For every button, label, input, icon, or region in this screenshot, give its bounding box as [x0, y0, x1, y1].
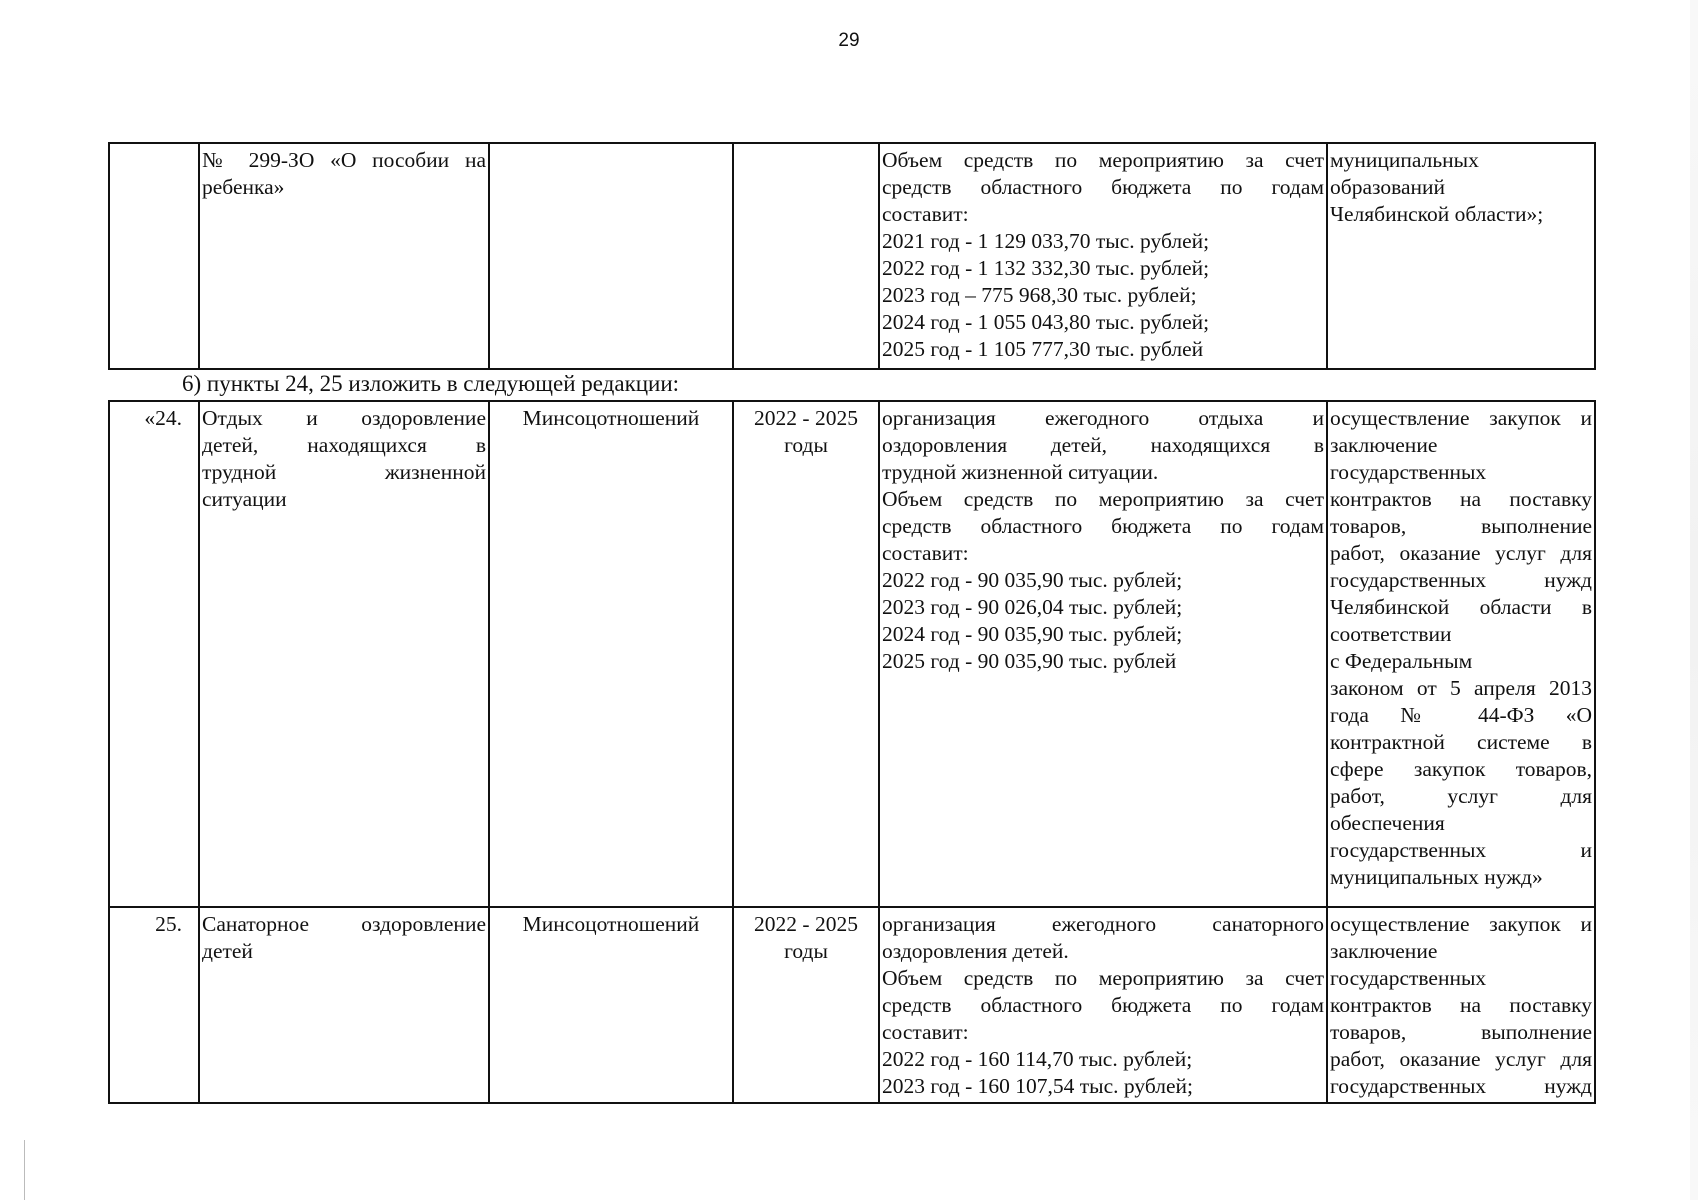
method-line: контрактов на поставку [1330, 993, 1592, 1017]
cell-name [199, 143, 489, 369]
method-line: заключение [1330, 939, 1438, 963]
name-line: детей [202, 939, 253, 963]
cell-description [879, 143, 1327, 369]
desc-line: составит: [882, 202, 969, 226]
table-items [108, 400, 1596, 1104]
cell-num: «24. [109, 401, 199, 907]
period-line: годы [784, 939, 828, 963]
method-line: государственных нужд [1330, 568, 1592, 592]
method-line: обеспечения [1330, 811, 1445, 835]
method-line: образований [1330, 175, 1446, 199]
method-line: Челябинской области»; [1330, 202, 1544, 226]
method-line: с Федеральным [1330, 649, 1473, 673]
cell-num: 25. [109, 907, 199, 1103]
period-line: годы [784, 433, 828, 457]
method-line: контрактов на поставку [1330, 487, 1592, 511]
method-line: законом от 5 апреля 2013 [1330, 676, 1592, 700]
method-line: муниципальных нужд» [1330, 865, 1543, 889]
cell-period [733, 401, 879, 907]
method-line: осуществление закупок и [1330, 912, 1592, 936]
method-line: муниципальных [1330, 148, 1479, 172]
desc-line: организация ежегодного санаторного [882, 912, 1324, 936]
method-line: года № 44-ФЗ «О [1330, 703, 1592, 727]
name-line: ребенка» [202, 175, 285, 199]
scan-margin-line [24, 1140, 25, 1200]
cell-method [1327, 143, 1595, 369]
name-line: детей, находящихся в [202, 433, 486, 457]
method-line: государственных и [1330, 838, 1592, 862]
desc-line: Объем средств по мероприятию за счет [882, 487, 1324, 511]
method-line: сфере закупок товаров, [1330, 757, 1592, 781]
desc-line: Объем средств по мероприятию за счет [882, 148, 1324, 172]
method-line: товаров, выполнение [1330, 1020, 1592, 1044]
method-line: Челябинской области в [1330, 595, 1592, 619]
method-line: государственных нужд [1330, 1074, 1592, 1098]
table-row [109, 143, 1595, 369]
cell-description [879, 907, 1327, 1103]
method-line: соответствии [1330, 622, 1452, 646]
cell-executor [489, 143, 733, 369]
amendment-heading: 6) пункты 24, 25 изложить в следующей редакции: [182, 371, 680, 396]
desc-line: средств областного бюджета по годам [882, 175, 1324, 199]
desc-line: 2021 год - 1 129 033,70 тыс. рублей; [882, 229, 1210, 253]
name-line: Санаторное оздоровление [202, 912, 486, 936]
cell-name [199, 401, 489, 907]
desc-line: средств областного бюджета по годам [882, 993, 1324, 1017]
name-line: трудной жизненной [202, 460, 486, 484]
desc-line: 2024 год - 1 055 043,80 тыс. рублей; [882, 310, 1210, 334]
table-row [109, 401, 1595, 907]
method-line: работ, услуг для [1330, 784, 1592, 808]
cell-description [879, 401, 1327, 907]
desc-line: оздоровления детей. [882, 939, 1069, 963]
cell-method [1327, 401, 1595, 907]
method-line: товаров, выполнение [1330, 514, 1592, 538]
method-line: контрактной системе в [1330, 730, 1592, 754]
desc-line: 2022 год - 160 114,70 тыс. рублей; [882, 1047, 1193, 1071]
method-line: работ, оказание услуг для [1330, 1047, 1592, 1071]
name-line: № 299-ЗО «О пособии на [202, 148, 486, 172]
desc-line: 2023 год - 90 026,04 тыс. рублей; [882, 595, 1183, 619]
desc-line: средств областного бюджета по годам [882, 514, 1324, 538]
desc-line: 2022 год - 90 035,90 тыс. рублей; [882, 568, 1183, 592]
cell-name [199, 907, 489, 1103]
method-line: государственных [1330, 460, 1487, 484]
desc-line: 2022 год - 1 132 332,30 тыс. рублей; [882, 256, 1210, 280]
cell-method [1327, 907, 1595, 1103]
period-line: 2022 - 2025 [754, 406, 858, 430]
desc-line: составит: [882, 541, 969, 565]
desc-line: составит: [882, 1020, 969, 1044]
cell-period [733, 907, 879, 1103]
method-line: заключение [1330, 433, 1438, 457]
cell-executor: Минсоцотношений [489, 907, 733, 1103]
desc-line: трудной жизненной ситуации. [882, 460, 1159, 484]
method-line: работ, оказание услуг для [1330, 541, 1592, 565]
desc-line: оздоровления детей, находящихся в [882, 433, 1324, 457]
cell-period [733, 143, 879, 369]
period-line: 2022 - 2025 [754, 912, 858, 936]
name-line: Отдых и оздоровление [202, 406, 486, 430]
table-row [109, 907, 1595, 1103]
cell-num [109, 143, 199, 369]
scan-edge-artifact [1690, 0, 1698, 1200]
method-line: осуществление закупок и [1330, 406, 1592, 430]
name-line: ситуации [202, 487, 287, 511]
method-line: государственных [1330, 966, 1487, 990]
desc-line: 2025 год - 90 035,90 тыс. рублей [882, 649, 1177, 673]
desc-line: 2023 год – 775 968,30 тыс. рублей; [882, 283, 1197, 307]
cell-executor: Минсоцотношений [489, 401, 733, 907]
page-number: 29 [838, 30, 860, 51]
desc-line: 2024 год - 90 035,90 тыс. рублей; [882, 622, 1183, 646]
desc-line: 2023 год - 160 107,54 тыс. рублей; [882, 1074, 1193, 1098]
table-continuation [108, 142, 1596, 370]
desc-line: 2025 год - 1 105 777,30 тыс. рублей [882, 337, 1204, 361]
desc-line: Объем средств по мероприятию за счет [882, 966, 1324, 990]
desc-line: организация ежегодного отдыха и [882, 406, 1324, 430]
